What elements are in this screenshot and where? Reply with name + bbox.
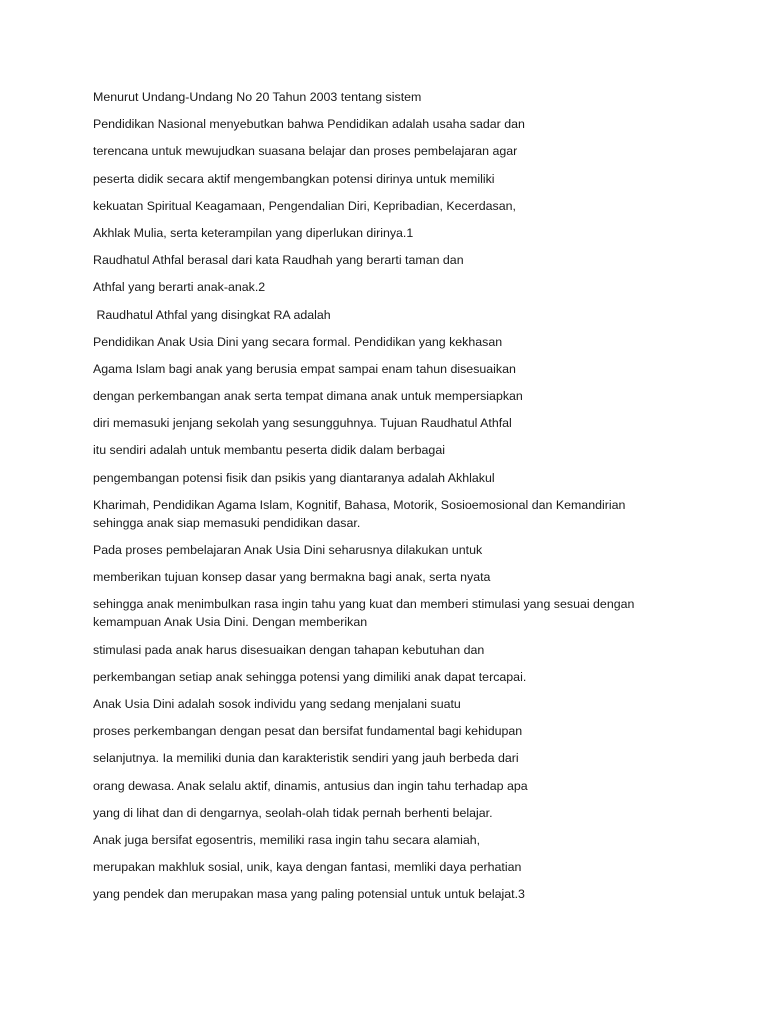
paragraph-25: orang dewasa. Anak selalu aktif, dinamis, antusius dan ingin tahu terhadap apa bbox=[93, 778, 528, 793]
paragraph-14: itu sendiri adalah untuk membantu peserta didik dalam berbagai bbox=[93, 443, 445, 458]
paragraph-7: Raudhatul Athfal berasal dari kata Raudhah yang berarti taman dan bbox=[93, 253, 464, 268]
paragraph-15: pengembangan potensi fisik dan psikis yang diantaranya adalah Akhlakul bbox=[93, 470, 495, 485]
paragraph-28: merupakan makhluk sosial, unik, kaya dengan fantasi, memliki daya perhatian bbox=[93, 860, 522, 875]
document-body bbox=[93, 88, 693, 912]
paragraph-24: selanjutnya. Ia memiliki dunia dan karakteristik sendiri yang jauh berbeda dari bbox=[93, 751, 519, 766]
paragraph-10: Pendidikan Anak Usia Dini yang secara formal. Pendidikan yang kekhasan bbox=[93, 334, 503, 349]
paragraph-11: Agama Islam bagi anak yang berusia empat sampai enam tahun disesuaikan bbox=[93, 361, 516, 376]
paragraph-21: perkembangan setiap anak sehingga potensi yang dimiliki anak dapat tercapai. bbox=[93, 669, 527, 684]
paragraph-2: Pendidikan Nasional menyebutkan bahwa Pendidikan adalah usaha sadar dan bbox=[93, 117, 525, 132]
paragraph-6: Akhlak Mulia, serta keterampilan yang diperlukan dirinya.1 bbox=[93, 225, 414, 240]
paragraph-4: peserta didik secara aktif mengembangkan potensi dirinya untuk memiliki bbox=[93, 171, 495, 186]
paragraph-18: memberikan tujuan konsep dasar yang bermakna bagi anak, serta nyata bbox=[93, 570, 491, 585]
paragraph-23: proses perkembangan dengan pesat dan bersifat fundamental bagi kehidupan bbox=[93, 724, 523, 739]
paragraph-5: kekuatan Spiritual Keagamaan, Pengendalian Diri, Kepribadian, Kecerdasan, bbox=[93, 198, 516, 213]
paragraph-22: Anak Usia Dini adalah sosok individu yang sedang menjalani suatu bbox=[93, 696, 461, 711]
paragraph-3: terencana untuk mewujudkan suasana belajar dan proses pembelajaran agar bbox=[93, 144, 518, 159]
paragraph-26: yang di lihat dan di dengarnya, seolah-olah tidak pernah berhenti belajar. bbox=[93, 805, 493, 820]
paragraph-1: Menurut Undang-Undang No 20 Tahun 2003 tentang sistem bbox=[93, 90, 422, 104]
paragraph-27: Anak juga bersifat egosentris, memiliki rasa ingin tahu secara alamiah, bbox=[93, 832, 481, 847]
paragraph-17: Pada proses pembelajaran Anak Usia Dini seharusnya dilakukan untuk bbox=[93, 543, 483, 557]
paragraph-9: Raudhatul Athfal yang disingkat RA adalah bbox=[93, 307, 331, 322]
paragraph-8: Athfal yang berarti anak-anak.2 bbox=[93, 280, 266, 295]
paragraph-29: yang pendek dan merupakan masa yang paling potensial untuk untuk belajat.3 bbox=[93, 887, 525, 902]
paragraph-12: dengan perkembangan anak serta tempat dimana anak untuk mempersiapkan bbox=[93, 389, 523, 404]
paragraph-16: Kharimah, Pendidikan Agama Islam, Kognitif, Bahasa, Motorik, Sosioemosional dan Kemandirian sehingga anak siap memasuki pendidikan dasar. bbox=[93, 497, 626, 530]
paragraph-13: diri memasuki jenjang sekolah yang sesungguhnya. Tujuan Raudhatul Athfal bbox=[93, 416, 512, 431]
paragraph-19: sehingga anak menimbulkan rasa ingin tahu yang kuat dan memberi stimulasi yang sesuai dengan kemampuan Anak Usia Dini. Dengan memberikan bbox=[93, 597, 635, 630]
paragraph-20: stimulasi pada anak harus disesuaikan dengan tahapan kebutuhan dan bbox=[93, 642, 485, 657]
